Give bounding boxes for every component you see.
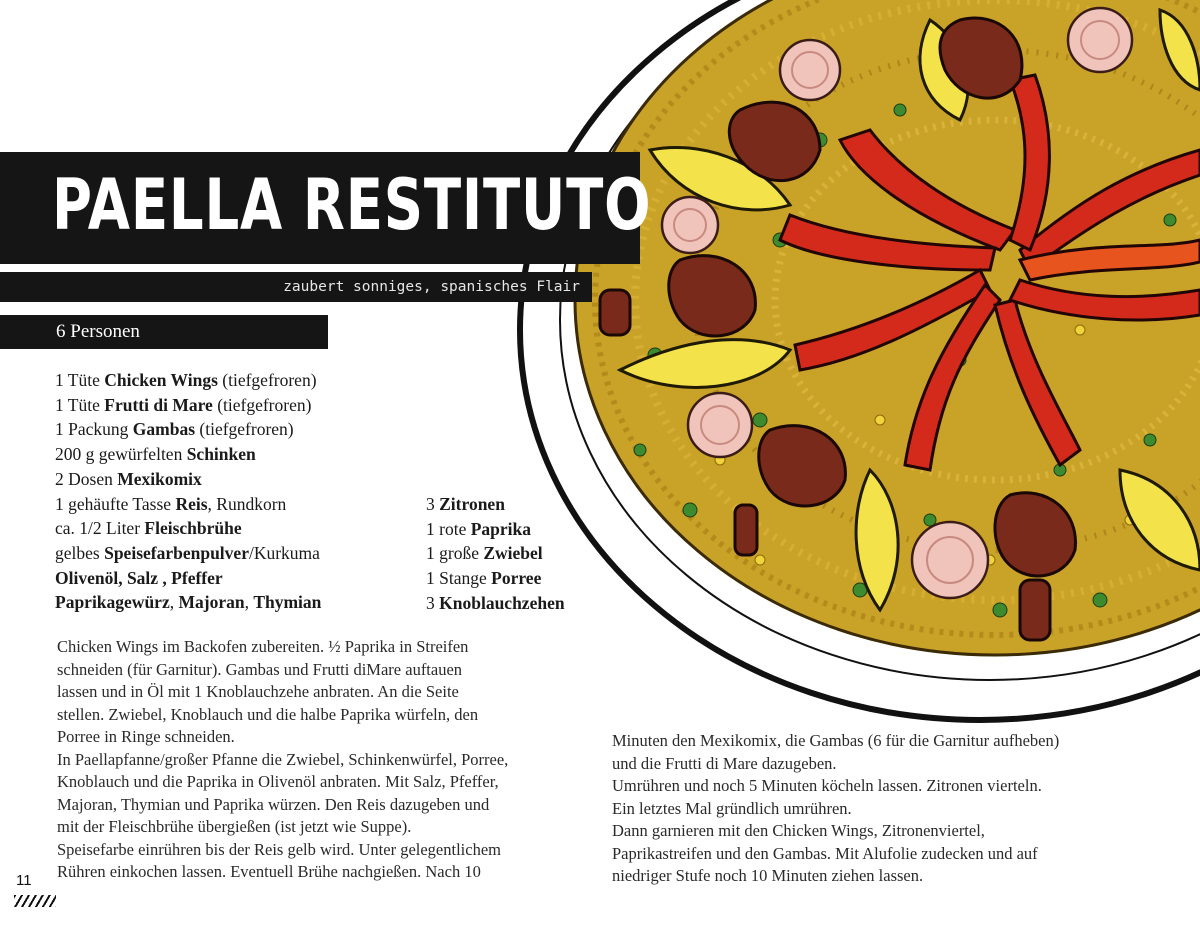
ingredient-item: 3 Knoblauchzehen	[426, 592, 565, 613]
instruction-line: Speisefarbe einrühren bis der Reis gelb wird. Unter gelegentlichem	[57, 839, 501, 859]
instruction-line: In Paellapfanne/großer Pfanne die Zwiebel, Schinkenwürfel, Porree,	[57, 749, 509, 769]
ingredient-item: 3 Zitronen	[426, 494, 505, 514]
instruction-line: niedriger Stufe noch 10 Minuten ziehen lassen.	[612, 866, 924, 885]
page-hatch-decoration	[14, 895, 56, 907]
ingredient-item: 1 Tüte Frutti di Mare (tiefgefroren)	[55, 394, 312, 415]
ingredient-item: 1 große Zwiebel	[426, 543, 543, 564]
instruction-line: stellen. Zwiebel, Knoblauch und die halbe Paprika würfeln, den	[57, 704, 479, 724]
servings-bar	[0, 315, 328, 349]
instructions-column-left	[57, 636, 508, 884]
instruction-line: Ein letztes Mal gründlich umrühren.	[612, 798, 852, 818]
instruction-line: Dann garnieren mit den Chicken Wings, Zitronenviertel,	[612, 821, 985, 840]
ingredient-item: 1 rote Paprika	[426, 518, 532, 539]
instruction-line: Porree in Ringe schneiden.	[57, 727, 235, 746]
instruction-line: Paprikastreifen und den Gambas. Mit Alufolie zudecken und auf	[612, 843, 1038, 863]
ingredient-list-left	[55, 368, 321, 615]
instruction-line: Umrühren und noch 5 Minuten köcheln lassen. Zitronen vierteln.	[612, 776, 1042, 795]
instruction-line: Majoran, Thymian und Paprika würzen. Den Reis dazugeben und	[57, 794, 490, 814]
ingredient-item: 1 Tüte Chicken Wings (tiefgefroren)	[55, 370, 317, 390]
instruction-line: Knoblauch und die Paprika in Olivenöl anbraten. Mit Salz, Pfeffer,	[57, 772, 499, 791]
ingredient-item: 1 Stange Porree	[426, 568, 542, 589]
instruction-line: schneiden (für Garnitur). Gambas und Frutti diMare auftauen	[57, 659, 463, 679]
instructions-column-right	[612, 730, 1059, 888]
ingredient-item: 200 g gewürfelten Schinken	[55, 444, 256, 465]
ingredient-item: 1 Packung Gambas (tiefgefroren)	[55, 419, 294, 440]
recipe-subtitle: zaubert sonniges, spanisches Flair	[283, 279, 580, 295]
page-number: 11	[16, 872, 32, 889]
recipe-title: PAELLA RESTITUTO	[52, 164, 652, 246]
instruction-line: lassen und in Öl mit 1 Knoblauchzehe anbraten. An die Seite	[57, 682, 459, 701]
ingredient-item: Olivenöl, Salz , Pfeffer	[55, 567, 223, 588]
ingredient-item: gelbes Speisefarbenpulver/Kurkuma	[55, 542, 320, 563]
servings-label: 6 Personen	[56, 321, 140, 342]
instruction-line: Minuten den Mexikomix, die Gambas (6 für die Garnitur aufheben)	[612, 731, 1060, 750]
instruction-line: Rühren einkochen lassen. Eventuell Brühe nachgießen. Nach 10	[57, 862, 481, 881]
ingredient-list-right	[426, 492, 565, 616]
instruction-line: Chicken Wings im Backofen zubereiten. ½ Paprika in Streifen	[57, 637, 469, 656]
ingredient-item: ca. 1/2 Liter Fleischbrühe	[55, 518, 242, 539]
ingredient-item: 2 Dosen Mexikomix	[55, 468, 202, 489]
instruction-line: mit der Fleischbrühe übergießen (ist jetzt wie Suppe).	[57, 817, 412, 836]
ingredient-item: Paprikagewürz, Majoran, Thymian	[55, 592, 322, 613]
ingredient-item: 1 gehäufte Tasse Reis, Rundkorn	[55, 493, 287, 514]
instruction-line: und die Frutti di Mare dazugeben.	[612, 753, 837, 773]
